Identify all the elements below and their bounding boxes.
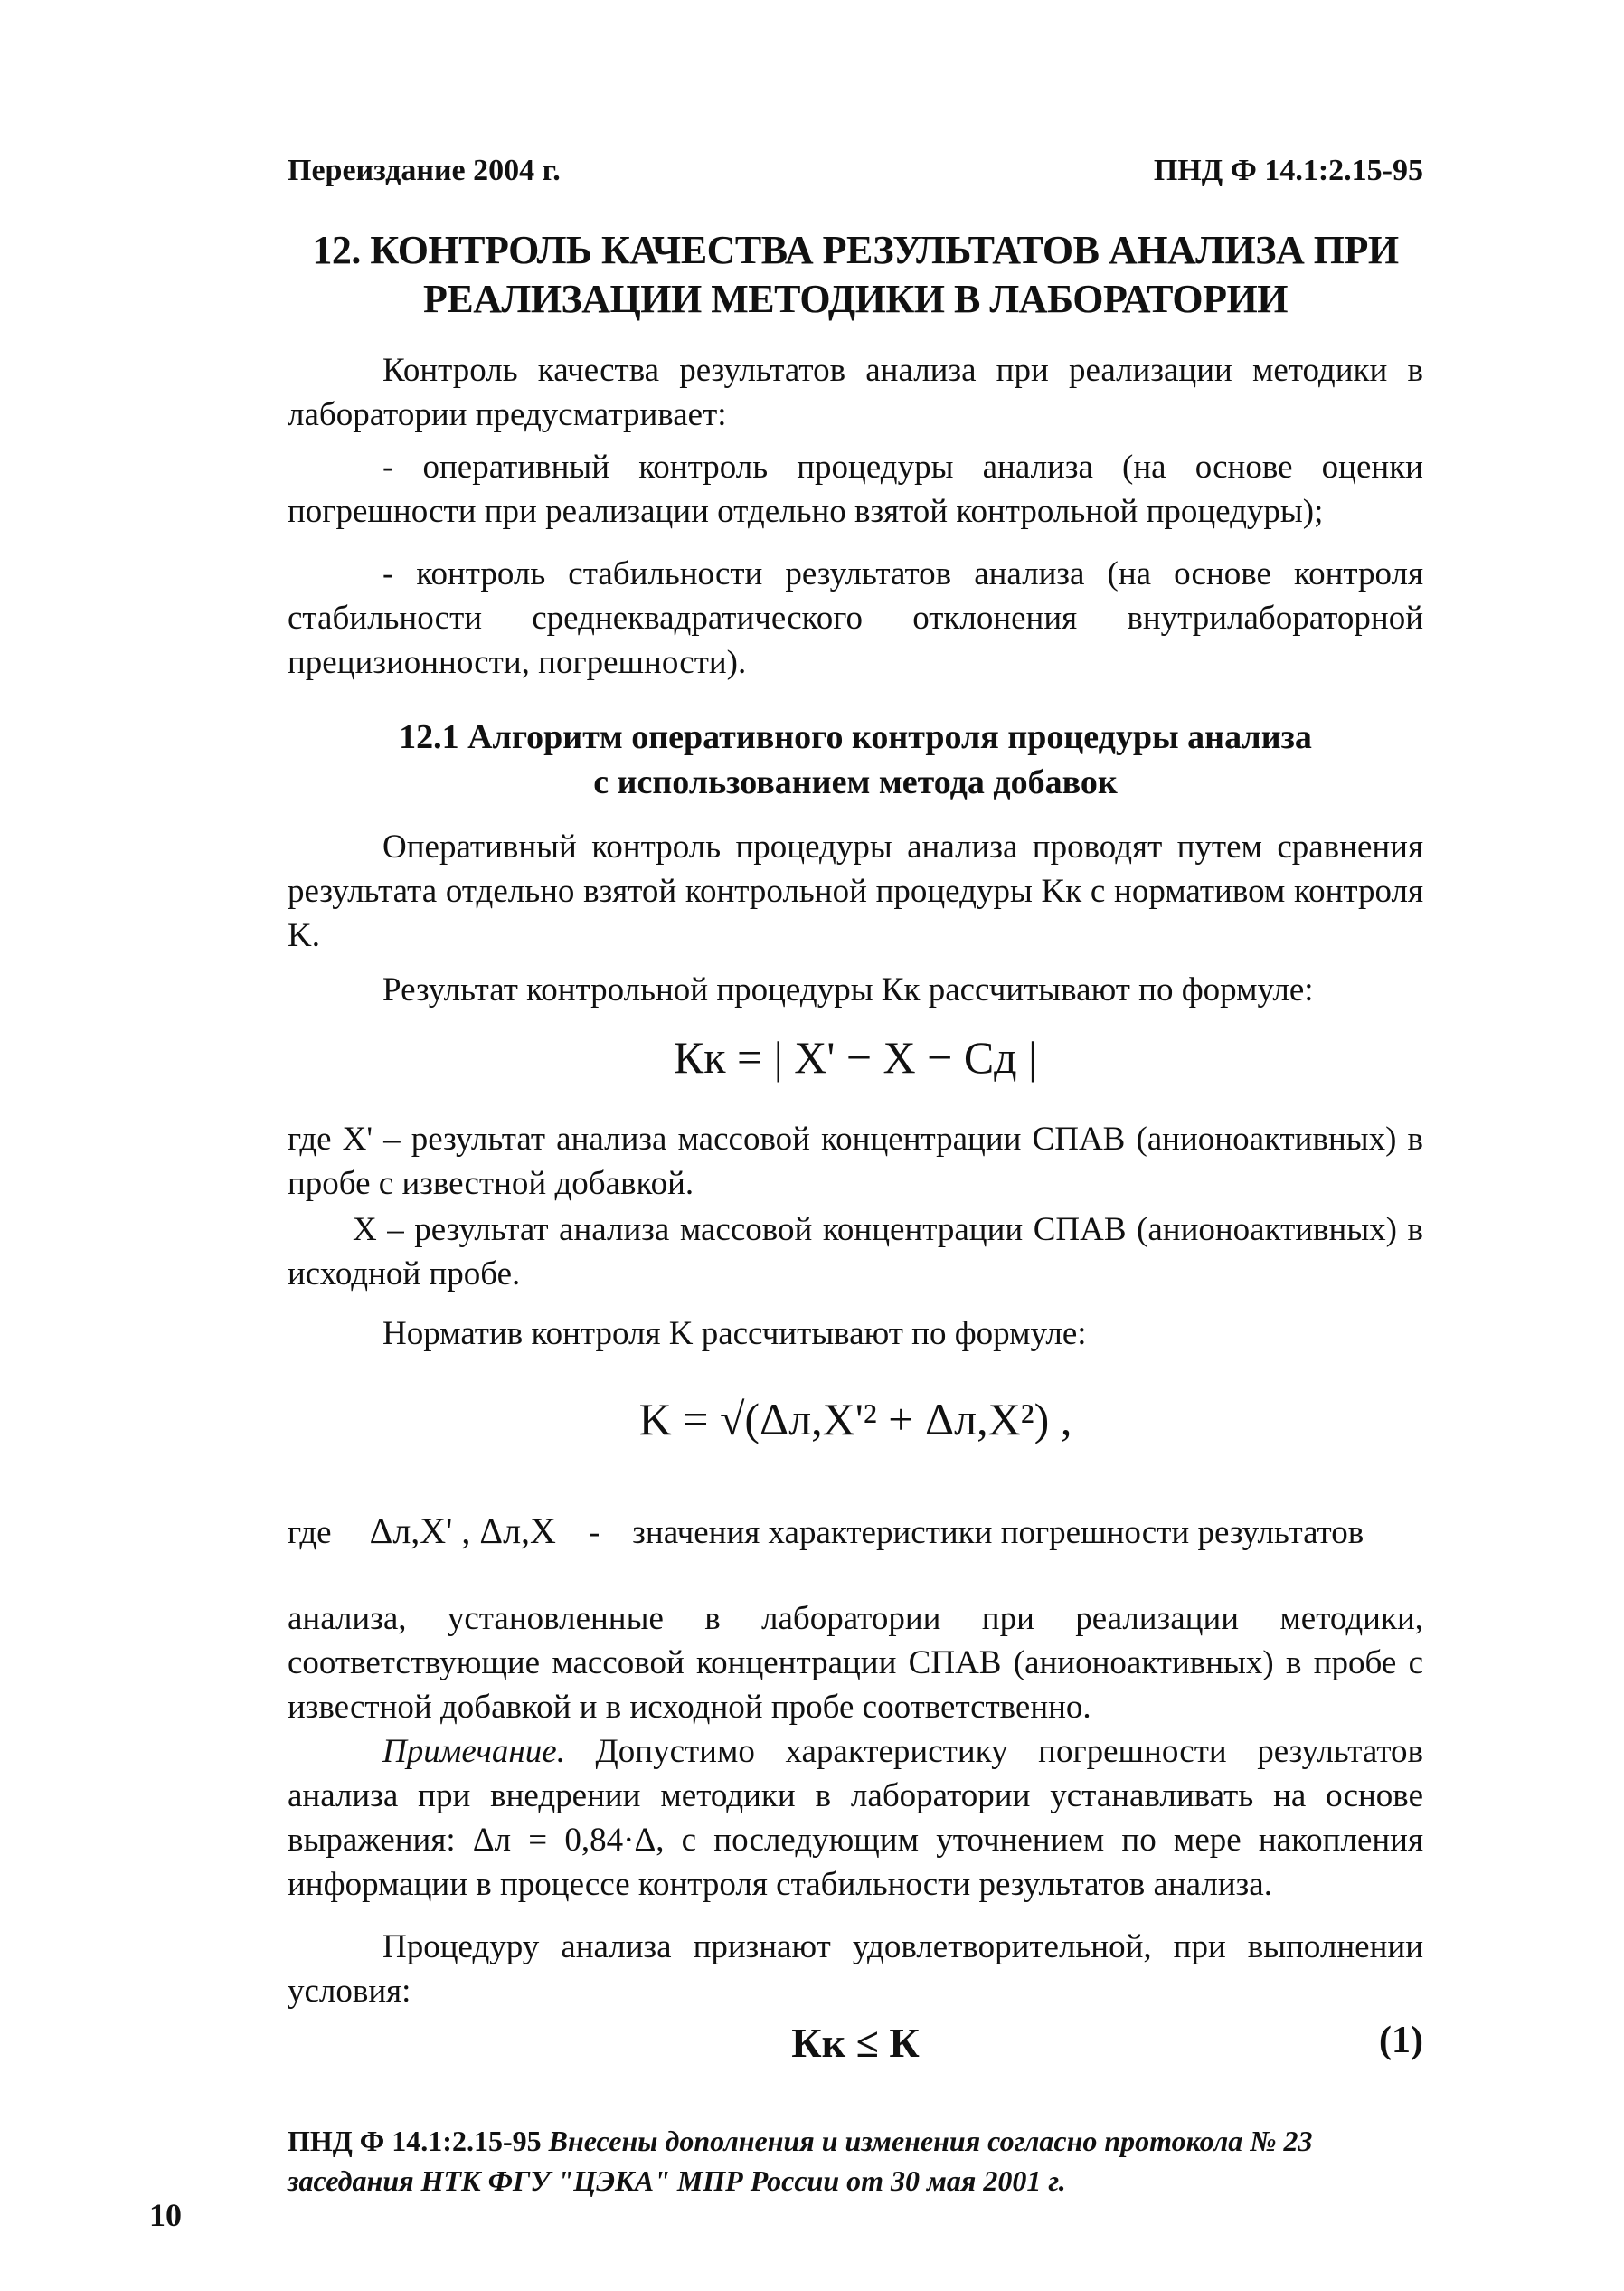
subsection-title-line1: 12.1 Алгоритм оперативного контроля процедуры анализа: [399, 718, 1312, 756]
header-right: ПНД Ф 14.1:2.15-95: [1153, 154, 1423, 187]
condition-formula: Кк ≤ К: [791, 2020, 920, 2066]
section-title-line2: РЕАЛИЗАЦИИ МЕТОДИКИ В ЛАБОРАТОРИИ: [423, 277, 1288, 321]
where-description: значения характеристики погрешности результатов: [632, 1514, 1364, 1551]
section-title: [288, 226, 1423, 324]
where-label: где: [288, 1514, 332, 1551]
footer-doc-code: ПНД Ф 14.1:2.15-95: [288, 2125, 542, 2157]
formula-kk: Кк = | X' − X − Cд |: [673, 1032, 1038, 1083]
paragraph-acceptance: Процедуру анализа признают удовлетворительной, при выполнении условия:: [288, 1928, 1423, 2010]
paragraph-operative-comparison: Оперативный контроль процедуры анализа проводят путем сравнения результата отдельно взятой контрольной процедуры Kк с нормативом контроля K.: [288, 828, 1423, 954]
note-label: Примечание.: [382, 1733, 565, 1770]
paragraph-norm-formula-intro: Норматив контроля K рассчитывают по формуле:: [382, 1315, 1087, 1352]
footer-amendment-text: Внесены дополнения и изменения согласно протокола № 23: [548, 2125, 1313, 2157]
note-paragraph: [288, 1729, 1423, 1907]
subsection-title: [288, 715, 1423, 805]
footer-note: [288, 2121, 1423, 2201]
intro-paragraph: Контроль качества результатов анализа при реализации методики в лаборатории предусматривает:: [288, 352, 1423, 433]
note-text: Допустимо характеристику погрешности результатов анализа при внедрении методики в лаборатории устанавливать на основе выражения: Δл = 0,84·Δ, с последующим уточнением по мере накопления информации в процессе контроля стабильности результатов анализа.: [288, 1733, 1424, 1903]
delta-symbols: Δл,X' , Δл,X: [369, 1510, 556, 1551]
paragraph-result-formula-intro: Результат контрольной процедуры Кк рассчитывают по формуле:: [382, 971, 1314, 1008]
page-number: 10: [149, 2197, 182, 2233]
footer-amendment-text-2: заседания НТК ФГУ "ЦЭКА" МПР России от 30 мая 2001 г.: [288, 2164, 1066, 2197]
condition-row: [288, 2019, 1423, 2073]
list-item-stability-control: - контроль стабильности результатов анализа (на основе контроля стабильности среднеквадратического отклонения внутрилабораторной прецизионности, погрешности).: [288, 555, 1423, 681]
subsection-title-line2: с использованием метода добавок: [593, 763, 1118, 801]
header-left: Переиздание 2004 г.: [288, 154, 561, 187]
paragraph-error-characteristics: анализа, установленные в лаборатории при реализации методики, соответствующие массовой концентрации СПАВ (анионоактивных) в пробе с известной добавкой и в исходной пробе соответственно.: [288, 1600, 1423, 1726]
paragraph-where-x: X – результат анализа массовой концентрации СПАВ (анионоактивных) в исходной пробе.: [288, 1211, 1423, 1292]
where-dash: -: [588, 1514, 600, 1551]
paragraph-where-x-prime: где X' – результат анализа массовой концентрации СПАВ (анионоактивных) в пробе с известной добавкой.: [288, 1121, 1423, 1202]
list-item-operative-control: - оперативный контроль процедуры анализа (на основе оценки погрешности при реализации отдельно взятой контрольной процедуры);: [288, 449, 1423, 530]
paragraph-where-delta: [288, 1509, 1423, 1555]
formula-k: K = √(Δл,X'² + Δл,X²) ,: [638, 1394, 1072, 1444]
section-title-line1: 12. КОНТРОЛЬ КАЧЕСТВА РЕЗУЛЬТАТОВ АНАЛИЗА ПРИ: [312, 228, 1399, 272]
condition-number: (1): [1379, 2020, 1423, 2061]
